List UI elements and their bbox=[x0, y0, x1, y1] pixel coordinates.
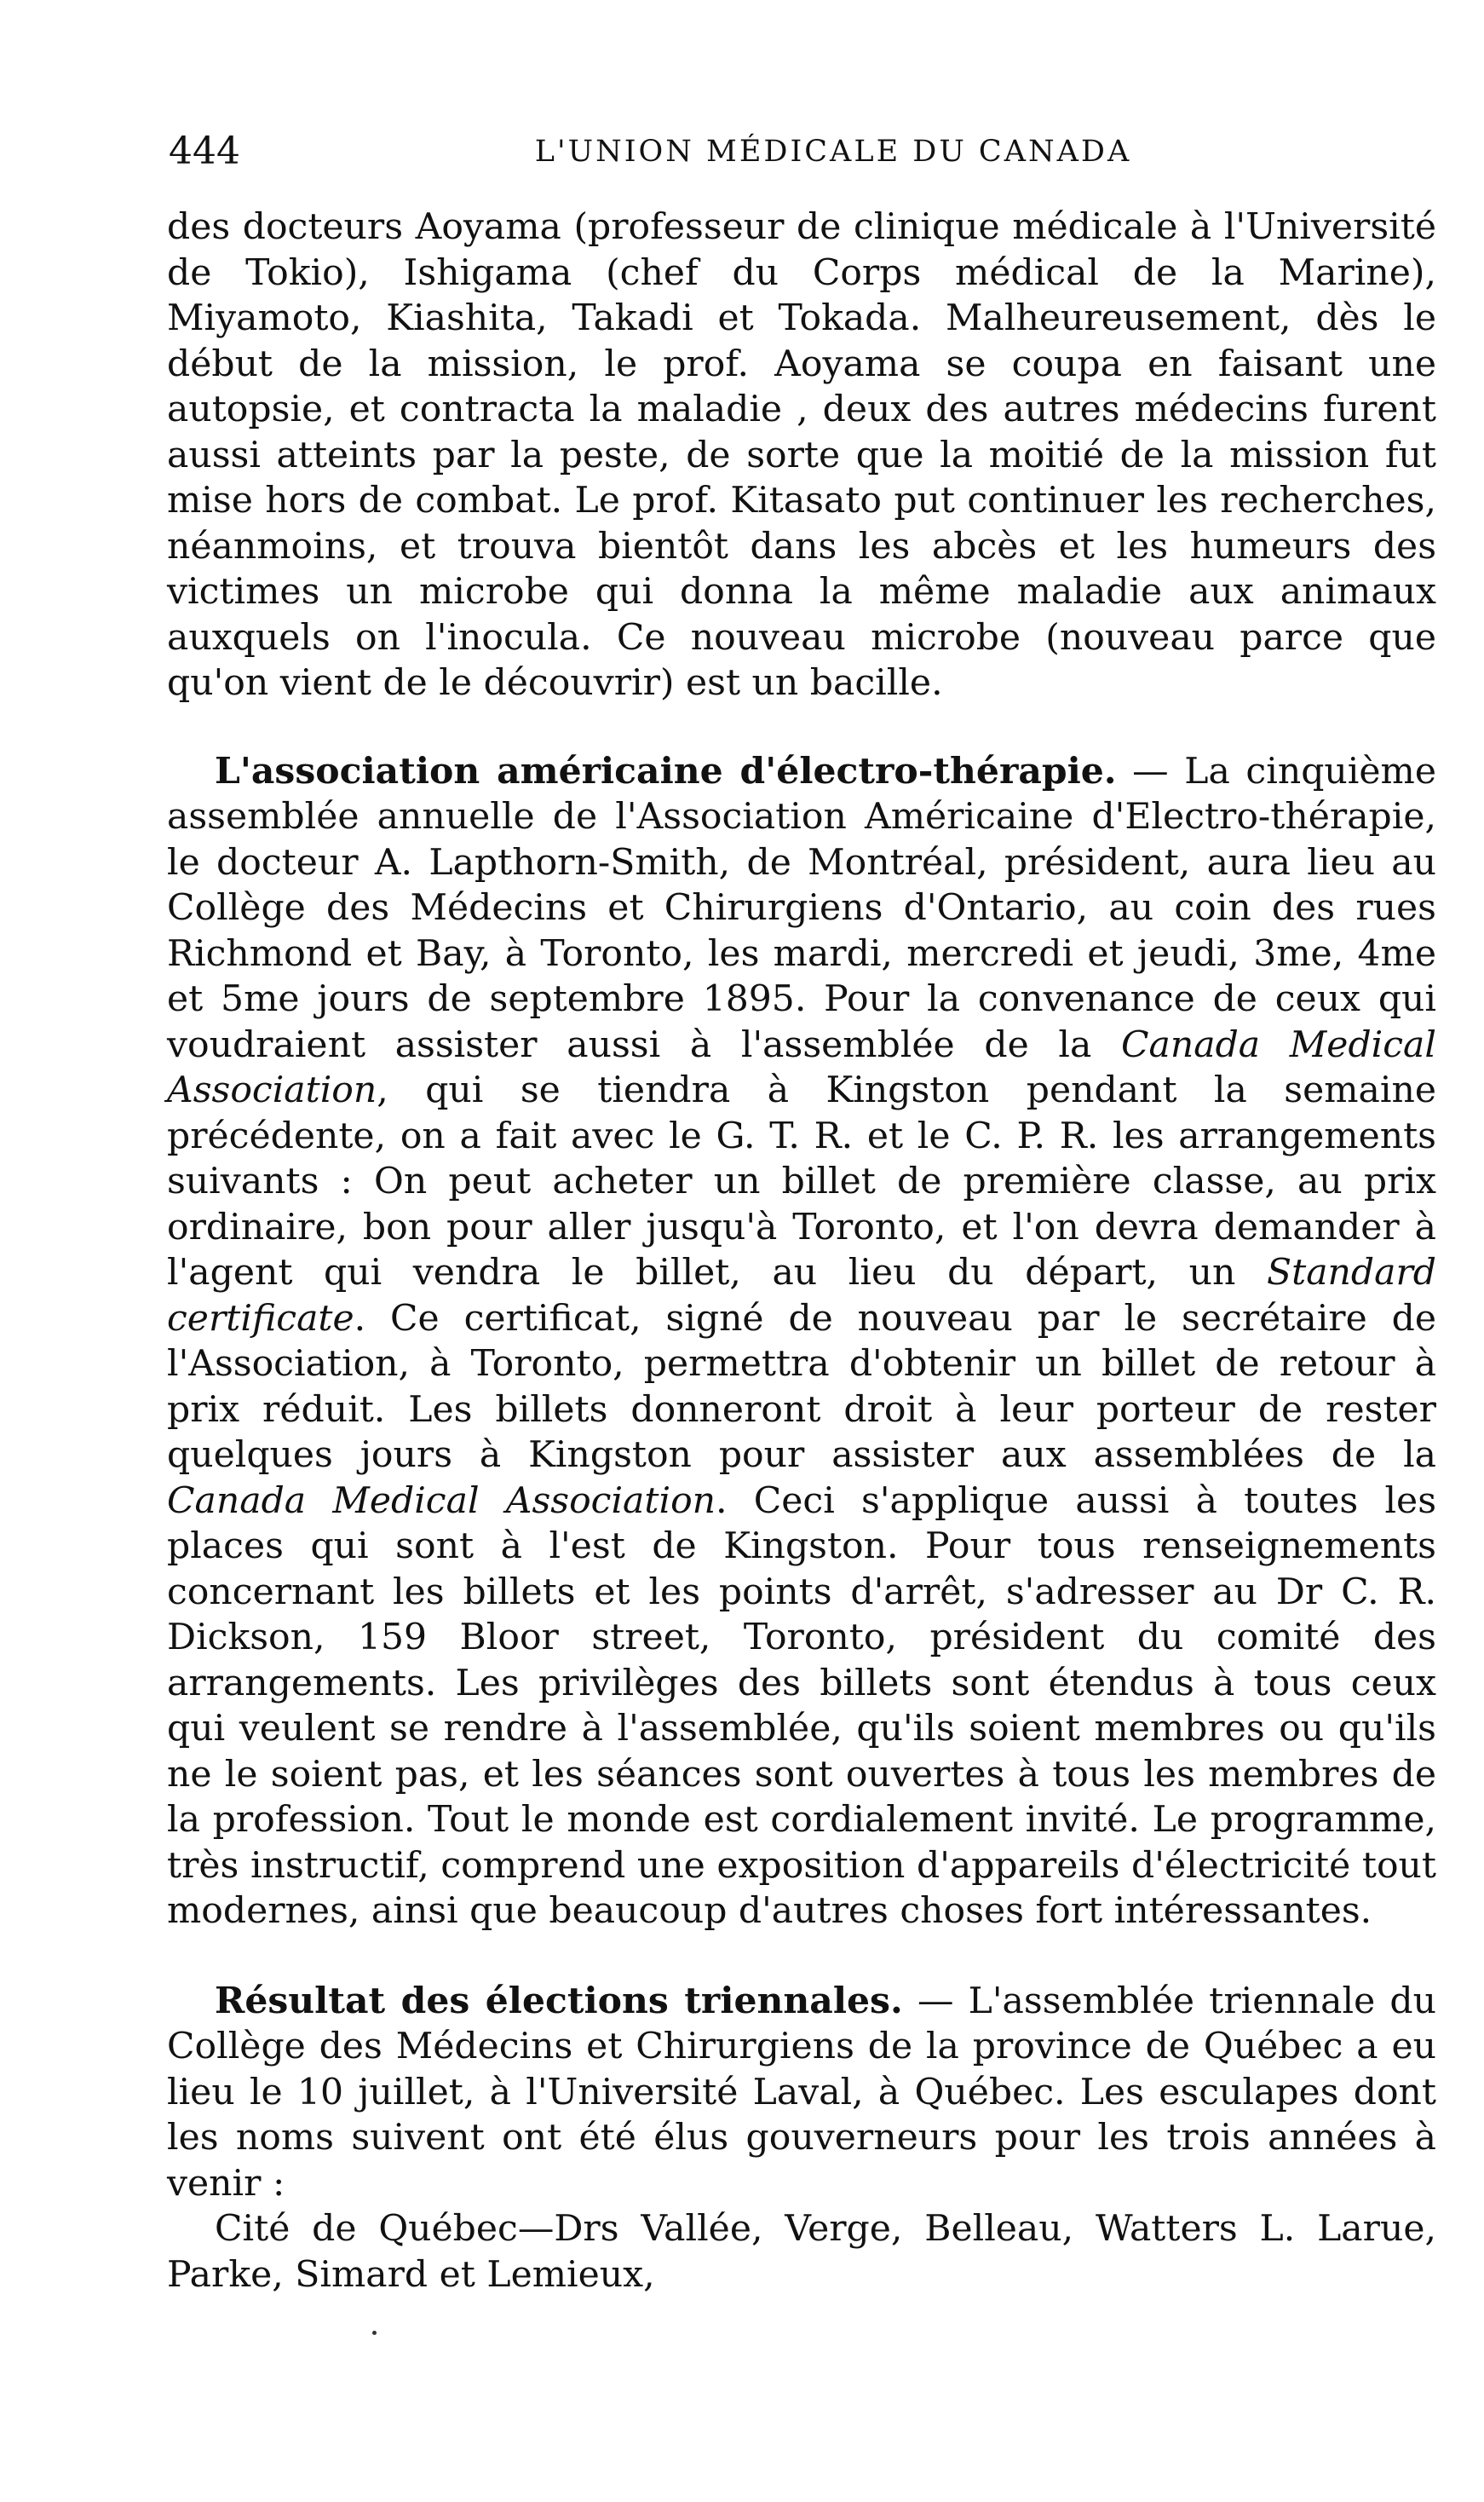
association-italic-2: Standard certificate bbox=[167, 1252, 1436, 1340]
association-text-2: , qui se tiendra à Kingston pendant la semaine précédente, on a fait avec le G. T. R. et le C. P. R. les arrangements suivants : On peut acheter un billet de première classe, au prix ordinaire, bon pour aller jusqu'à Toronto, et l'on devra demander à l'agent qui vendra le billet, au lieu du départ, un bbox=[167, 1069, 1436, 1294]
association-paragraph bbox=[167, 749, 1436, 1934]
association-dash: — bbox=[1116, 750, 1185, 793]
running-title: L'UNION MÉDICALE DU CANADA bbox=[534, 135, 1132, 169]
elections-paragraph bbox=[167, 1979, 1436, 2207]
association-text-4: . Ceci s'applique aussi à toutes les places qui sont à l'est de Kingston. Pour tous renseignements concernant les billets et les points d'arrêt, s'adresser au Dr C. R. Dickson, 159 Bloor street, Toronto, président du comité des arrangements. Les privilèges des billets sont étendus à tous ceux qui veulent se rendre à l'assemblée, qu'ils soient membres ou qu'ils ne le soient pas, et les séances sont ouvertes à tous les membres de la profession. Tout le monde est cordialement invité. Le programme, très instructif, comprend une exposition d'appareils d'électricité tout modernes, ainsi que beaucoup d'autres choses fort intéressantes. bbox=[167, 1479, 1437, 1932]
association-text-1: La cinquième assemblée annuelle de l'Association Américaine d'Electro-thérapie, le docteur A. Lapthorn-Smith, de Montréal, président, aura lieu au Collège des Médecins et Chirurgiens d'Ontario, au coin des rues Richmond et Bay, à Toronto, les mardi, mercredi et jeudi, 3me, 4me et 5me jours de septembre 1895. Pour la convenance de ceux qui voudraient assister aussi à l'assemblée de la bbox=[167, 750, 1436, 1066]
elections-city-line: Cité de Québec—Drs Vallée, Verge, Belleau, Watters L. Larue, Parke, Simard et Lemieux, bbox=[167, 2208, 1436, 2296]
elections-text: L'assemblée triennale du Collège des Médecins et Chirurgiens de la province de Québec a eu lieu le 10 juillet, à l'Université Laval, à Québec. Les esculapes dont les noms suivent ont été élus gouverneurs pour les trois années à venir : bbox=[167, 1980, 1436, 2205]
page-header bbox=[169, 126, 1464, 177]
article-body bbox=[167, 205, 1436, 2297]
association-italic-1: Canada Medical Association bbox=[167, 1023, 1436, 1111]
continued-paragraph: des docteurs Aoyama (professeur de clinique médicale à l'Université de Tokio), Ishigama (chef du Corps médical de la Marine), Miyamoto, Kiashita, Takadi et Tokada. Malheureusement, dès le début de la mission, le prof. Aoyama se coupa en faisant une autopsie, et contracta la maladie , deux des autres médecins furent aussi atteints par la peste, de sorte que la moitié de la mission fut mise hors de combat. Le prof. Kitasato put continuer les recherches, néanmoins, et trouva bientôt dans les abcès et les humeurs des victimes un microbe qui donna la même maladie aux animaux auxquels on l'inocula. Ce nouveau microbe (nouveau parce que qu'on vient de le découvrir) est un bacille. bbox=[167, 206, 1436, 704]
elections-dash: — bbox=[902, 1980, 969, 2022]
stray-ink-mark bbox=[372, 2331, 377, 2335]
page-number: 444 bbox=[169, 130, 240, 173]
association-italic-3: Canada Medical Association bbox=[167, 1479, 716, 1522]
association-text-3: . Ce certificat, signé de nouveau par le secrétaire de l'Association, à Toronto, permettra d'obtenir un billet de retour à prix réduit. Les billets donneront droit à leur porteur de rester quelques jours à Kingston pour assister aux assemblées de la bbox=[167, 1297, 1436, 1476]
elections-heading: Résultat des élections triennales. bbox=[215, 1979, 903, 2022]
association-heading: L'association américaine d'électro-thérapie. bbox=[215, 749, 1117, 793]
